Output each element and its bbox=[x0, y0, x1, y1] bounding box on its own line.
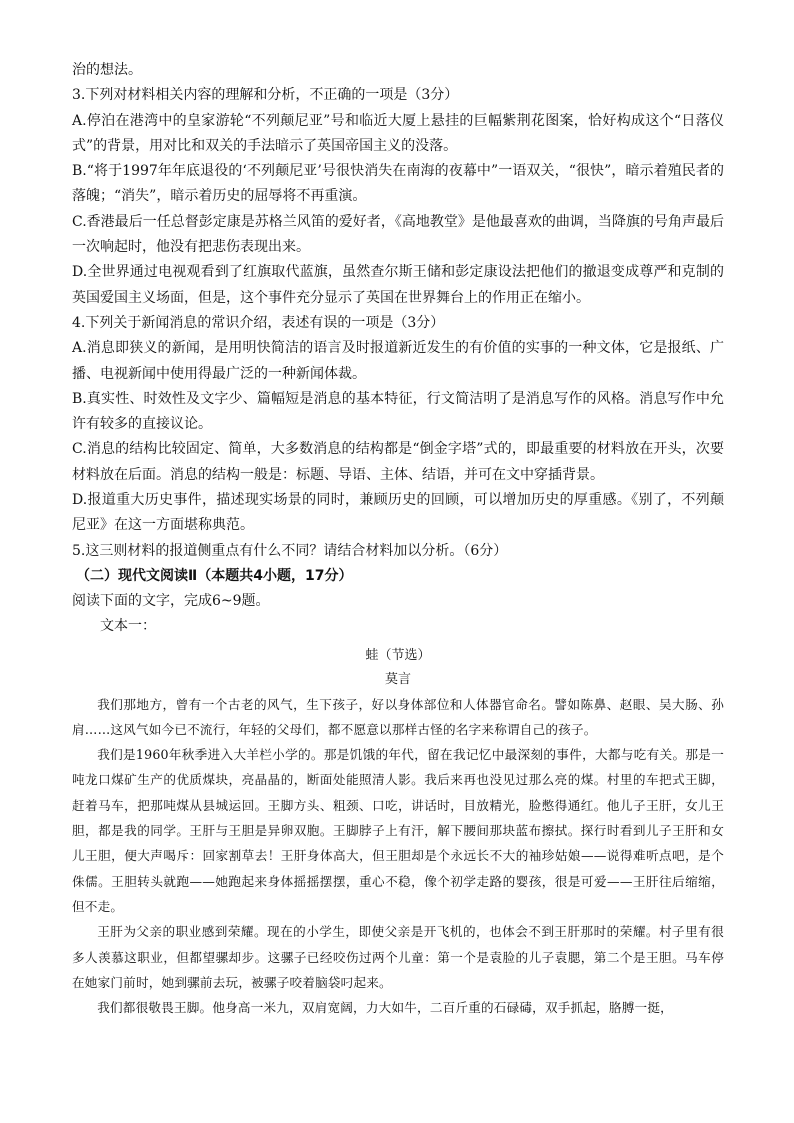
option-4b: B.真实性、时效性及文字少、篇幅短是消息的基本特征，行文简洁明了是消息写作的风格。消息写作中允许有较多的直接议论。 bbox=[72, 390, 724, 433]
paragraph-4: 我们都很敬畏王脚。他身高一米九，双肩宽阔，力大如牛，二百斤重的石碌碡，双手抓起，胳膊一挺， bbox=[97, 1000, 673, 1016]
option-3d: D.全世界通过电视观看到了红旗取代蓝旗，虽然查尔斯王储和彭定康设法把他们的撤退变成尊严和克制的英国爱国主义场面，但是，这个事件充分显示了英国在世界舞台上的作用正在缩小。 bbox=[72, 264, 724, 306]
excerpt-title: 蛙（节选） bbox=[365, 647, 431, 663]
option-4c: C.消息的结构比较固定、简单，大多数消息的结构都是“倒金字塔”式的，即最重要的材料放在开头，次要材料放在后面。消息的结构一般是：标题、导语、主体、结语，并可在文中穿插背景。 bbox=[72, 441, 724, 483]
question-5: 5.这三则材料的报道侧重点有什么不同？请结合材料加以分析。（6分） bbox=[72, 542, 508, 559]
paragraph-3: 王肝为父亲的职业感到荣耀。现在的小学生，即使父亲是开飞机的，也体会不到王肝那时的荣耀。村子里有很多人羡慕这职业，但都望骡却步。这骡子已经咬伤过两个儿童：第一个是袁脸的儿子袁腮，第二个是王胆。马车停在她家门前时，她到骡前去玩，被骡子咬着脑袋叼起来。 bbox=[72, 924, 724, 990]
text-one-label: 文本一： bbox=[100, 618, 156, 635]
paragraph-2: 我们是1960年秋季进入大羊栏小学的。那是饥饿的年代，留在我记忆中最深刻的事件，大都与吃有关。那是一吨龙口煤矿生产的优质煤块，亮晶晶的，断面处能照清人影。我后来再也没见过那么亮的煤。村里的车把式王脚，赶着马车，把那吨煤从县城运回。王脚方头、粗颈、口吃，讲话时，目放精光，脸憋得通红。他儿子王肝，女儿王胆，都是我的同学。王肝与王胆是异卵双胞。王脚脖子上有汗，解下腰间那块蓝布擦拭。探行时看到儿子王肝和女儿王胆，便大声喝斥：回家割草去！王肝身体高大，但王胆却是个永远长不大的袖珍姑娘——说得难听点吧，是个侏儒。王胆转头就跑——她跑起来身体摇摇摆摆，重心不稳，像个初学走路的婴孩，很是可爱——王肝往后缩缩，但不走。 bbox=[72, 747, 724, 914]
option-4a: A.消息即狭义的新闻，是用明快简洁的语言及时报道新近发生的有价值的实事的一种文体，它是报纸、广播、电视新闻中使用得最广泛的一种新闻体裁。 bbox=[72, 340, 724, 382]
question-4: 4.下列关于新闻消息的常识介绍，表述有误的一项是（3分） bbox=[72, 314, 445, 331]
question-3: 3.下列对材料相关内容的理解和分析，不正确的一项是（3分） bbox=[72, 87, 459, 104]
option-4d: D.报道重大历史事件，描述现实场景的同时，兼顾历史的回顾，可以增加历史的厚重感。《别了，不列颠尼亚》在这一方面堪称典范。 bbox=[72, 492, 724, 534]
document-page bbox=[72, 58, 724, 1020]
instruction: 阅读下面的文字，完成6~9题。 bbox=[72, 592, 270, 609]
option-3a: A.停泊在港湾中的皇家游轮“不列颠尼亚”号和临近大厦上悬挂的巨幅紫荆花图案，恰好构成这个“日落仪式”的背景，用对比和双关的手法暗示了英国帝国主义的没落。 bbox=[72, 112, 724, 154]
excerpt-author: 莫言 bbox=[384, 671, 411, 687]
section-heading: （二）现代文阅读Ⅱ（本题共4小题，17分） bbox=[76, 567, 353, 584]
paragraph-1: 我们那地方，曾有一个古老的风气，生下孩子，好以身体部位和人体器官命名。譬如陈鼻、赵眼、吴大肠、孙肩……这风气如今已不流行，年轻的父母们，都不愿意以那样古怪的名字来称谓自己的孩子。 bbox=[72, 696, 724, 737]
text-line: 治的想法。 bbox=[72, 62, 142, 78]
option-3b: B.“将于1997年年底退役的‘不列颠尼亚’号很快消失在南海的夜幕中”一语双关，“很快”，暗示着殖民者的落魄；“消失”，暗示着历史的屈辱将不再重演。 bbox=[72, 163, 724, 205]
option-3c: C.香港最后一任总督彭定康是苏格兰风笛的爱好者，《高地教堂》是他最喜欢的曲调，当降旗的号角声最后一次响起时，他没有把悲伤表现出来。 bbox=[72, 213, 724, 256]
